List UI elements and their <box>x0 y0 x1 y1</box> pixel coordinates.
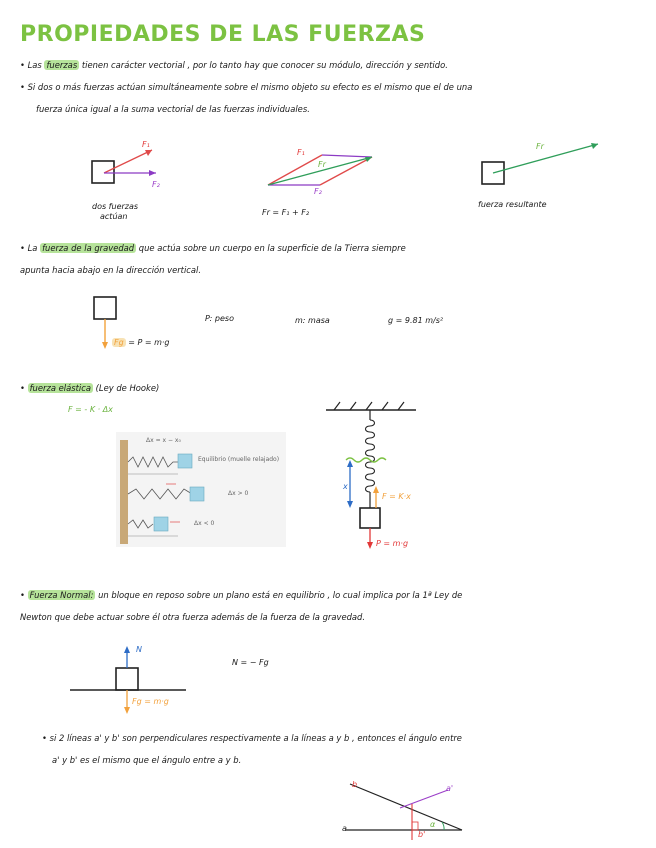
spring-weight-label: P = m·g <box>376 539 409 548</box>
resultant-equation: Fr = F₁ + F₂ <box>262 208 310 217</box>
normal-equation: N = − Fg <box>232 658 269 667</box>
gravity-value: g = 9.81 m/s² <box>388 316 444 325</box>
paragraph-sum-forces-cont: fuerza única igual a la suma vectorial de las fuerzas individuales. <box>36 104 310 114</box>
paragraph-gravity-cont: apunta hacia abajo en la dirección vertical. <box>20 265 202 275</box>
fig3-fr-label: Fr <box>536 142 544 151</box>
page-title: PROPIEDADES DE LAS FUERZAS <box>20 22 426 47</box>
paragraph-normal-force-cont: Newton que debe actuar sobre él otra fuerza además de la fuerza de la gravedad. <box>20 612 366 622</box>
hooke-illustration <box>116 432 286 547</box>
paragraph-vector-nature: • Las fuerzas tienen carácter vectorial , por lo tanto hay que conocer su módulo, dirección y sentido. <box>20 60 448 70</box>
line-a-prime-label: a' <box>446 784 454 793</box>
hooke-formula: F = - K · Δx <box>68 405 113 414</box>
fig1-f1-label: F₁ <box>142 140 150 149</box>
mass-definition: m: masa <box>295 316 330 325</box>
gravity-formula: Fg = P = m·g <box>114 338 170 347</box>
line-b-prime-label: b' <box>418 830 426 839</box>
fig1-label-b: actúan <box>100 212 128 221</box>
photo-equilibrium: Equilibrio (muelle relajado) <box>198 456 280 463</box>
photo-dx-negative: Δx < 0 <box>194 520 215 527</box>
perpendicular-lines-diagram <box>340 770 470 840</box>
fig1-f2-label: F₂ <box>152 180 160 189</box>
normal-label: N <box>136 645 142 654</box>
fig1-label-a: dos fuerzas <box>92 202 139 211</box>
line-a-label: a <box>342 824 347 833</box>
elastic-force-heading: • fuerza elástica (Ley de Hooke) <box>20 383 160 393</box>
fig2-f2-label: F₂ <box>314 187 322 196</box>
spring-x-label: x <box>343 482 348 491</box>
paragraph-normal-force: • Fuerza Normal: un bloque en reposo sobre un plano está en equilibrio , lo cual implica por la 1ª Ley de <box>20 590 463 600</box>
fig2-fr-label: Fr <box>318 160 326 169</box>
photo-delta-x: Δx = x − x₀ <box>146 437 181 444</box>
paragraph-sum-forces: • Si dos o más fuerzas actúan simultáneamente sobre el mismo objeto su efecto es el mismo que el de una <box>20 82 473 92</box>
paragraph-gravity: • La fuerza de la gravedad que actúa sobre un cuerpo en la superficie de la Tierra siempre <box>20 243 406 253</box>
spring-force-label: F = K·x <box>382 492 411 501</box>
paragraph-perpendicular: • si 2 líneas a' y b' son perpendiculares respectivamente a la líneas a y b , entonces el ángulo entre <box>42 733 462 743</box>
fig3-label: fuerza resultante <box>478 200 547 209</box>
photo-dx-positive: Δx > 0 <box>228 490 249 497</box>
angle-alpha-label: α <box>430 820 436 829</box>
fig2-f1-label: F₁ <box>297 148 305 157</box>
parallelogram-diagram <box>262 145 382 195</box>
two-forces-diagram <box>80 135 180 195</box>
normal-gravity-label: Fg = m·g <box>132 697 169 706</box>
paragraph-perpendicular-cont: a' y b' es el mismo que el ángulo entre a y b. <box>52 755 242 765</box>
line-b-label: b <box>352 780 358 789</box>
spring-diagram <box>320 400 430 560</box>
weight-definition: P: peso <box>205 314 234 323</box>
